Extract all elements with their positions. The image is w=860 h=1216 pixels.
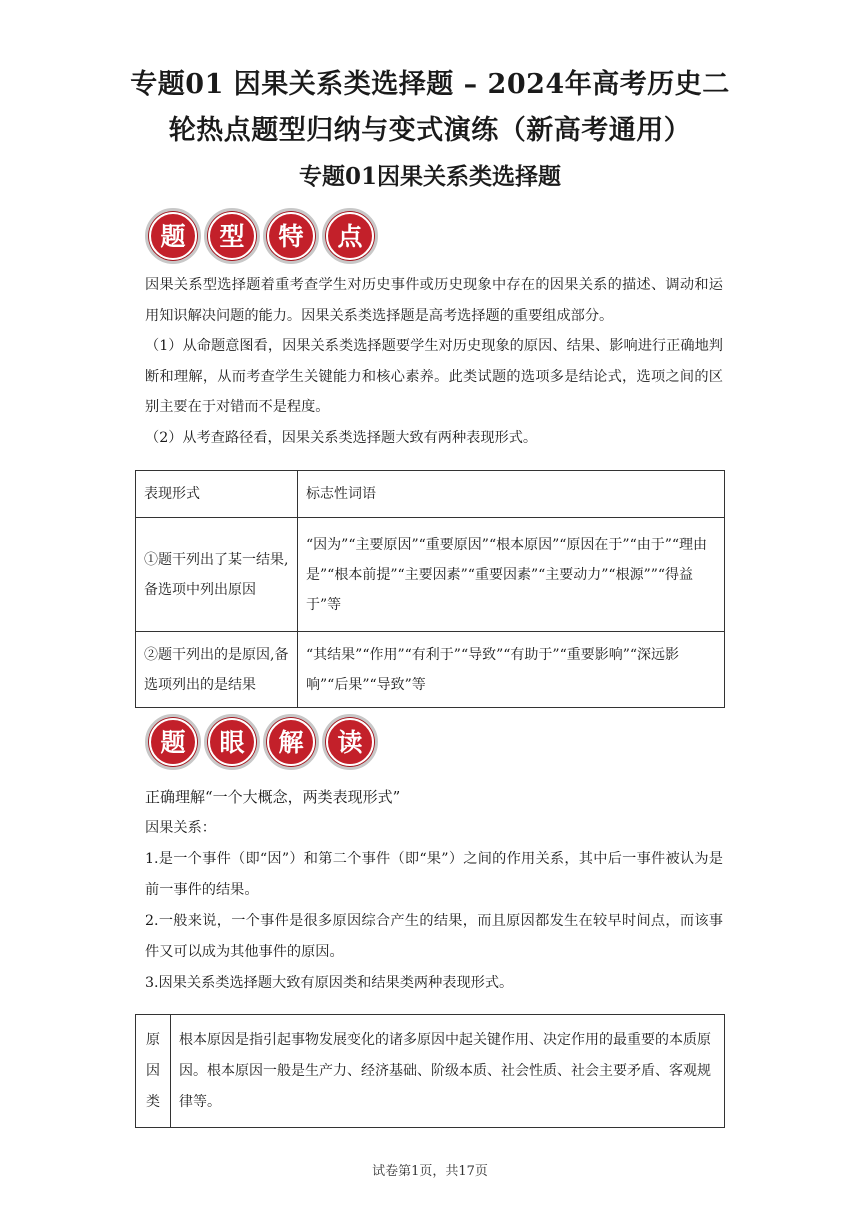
table-header-cell: 表现形式 bbox=[136, 471, 298, 518]
table-cell: “其结果”“作用”“有利于”“导致”“有助于”“重要影响”“深远影响”“后果”“导致”等 bbox=[298, 632, 725, 708]
banner-badge: 点 bbox=[322, 208, 378, 264]
section-banner-question-type bbox=[145, 208, 381, 266]
table-cell: ①题干列出了某一结果,备选项中列出原因 bbox=[136, 518, 298, 632]
banner-badge: 特 bbox=[263, 208, 319, 264]
banner-badge: 题 bbox=[145, 208, 201, 264]
table-cell: ②题干列出的是原因,备选项列出的是结果 bbox=[136, 632, 298, 708]
section-banner-key-reading bbox=[145, 714, 381, 772]
section2-label: 因果关系： bbox=[145, 820, 216, 836]
section2-item-2: 2.一般来说，一个事件是很多原因综合产生的结果，而且原因都发生在较早时间点，而该事件又可以成为其他事件的原因。 bbox=[145, 913, 723, 960]
table-cell: “因为”“主要原因”“重要原因”“根本原因”“原因在于”“由于”“理由是”“根本前提”“主要因素”“重要因素”“主要动力”“根源””“得益于”等 bbox=[298, 518, 725, 632]
page-footer: 试卷第1页，共17页 bbox=[372, 1164, 488, 1179]
banner-badge: 题 bbox=[145, 714, 201, 770]
banner-badge: 解 bbox=[263, 714, 319, 770]
table-row bbox=[136, 518, 725, 632]
table-header-cell: 标志性词语 bbox=[298, 471, 725, 518]
title-line-1: 专题01 因果关系类选择题 – 2024年高考历史二 bbox=[130, 69, 730, 100]
banner-badge: 型 bbox=[204, 208, 260, 264]
cause-type-table bbox=[135, 1014, 725, 1128]
section1-text bbox=[145, 270, 723, 453]
point-1-paragraph: （1）从命题意图看，因果关系类选择题要学生对历史现象的原因、结果、影响进行正确地判断和理解，从而考查学生关键能力和核心素养。此类试题的选项多是结论式，选项之间的区别主要在于对错而不是程度。 bbox=[145, 338, 723, 415]
section2-text bbox=[145, 782, 723, 999]
section2-item-1: 1.是一个事件（即“因”）和第二个事件（即“果”）之间的作用关系，其中后一事件被认为是前一事件的结果。 bbox=[145, 851, 723, 898]
section2-item-3: 3.因果关系类选择题大致有原因类和结果类两种表现形式。 bbox=[145, 975, 514, 991]
section2-heading: 正确理解“一个大概念，两类表现形式” bbox=[145, 788, 401, 806]
title-line-2: 轮热点题型归纳与变式演练（新高考通用） bbox=[168, 115, 692, 146]
table-cell: 根本原因是指引起事物发展变化的诸多原因中起关键作用、决定作用的最重要的本质原因。根本原因一般是生产力、经济基础、阶级本质、社会性质、社会主要矛盾、客观规律等。 bbox=[171, 1015, 725, 1128]
expression-forms-table bbox=[135, 470, 725, 708]
point-2-paragraph: （2）从考查路径看，因果关系类选择题大致有两种表现形式。 bbox=[145, 429, 538, 446]
intro-paragraph: 因果关系型选择题着重考查学生对历史事件或历史现象中存在的因果关系的描述、调动和运用知识解决问题的能力。因果关系类选择题是高考选择题的重要组成部分。 bbox=[145, 277, 723, 324]
table-row bbox=[136, 632, 725, 708]
banner-badge: 眼 bbox=[204, 714, 260, 770]
document-subtitle: 专题01因果关系类选择题 bbox=[298, 163, 561, 190]
table-row bbox=[136, 1015, 725, 1128]
table-header-row bbox=[136, 471, 725, 518]
banner-badge: 读 bbox=[322, 714, 378, 770]
document-title bbox=[60, 62, 800, 154]
table-label-cell: 原因类 bbox=[136, 1015, 171, 1128]
